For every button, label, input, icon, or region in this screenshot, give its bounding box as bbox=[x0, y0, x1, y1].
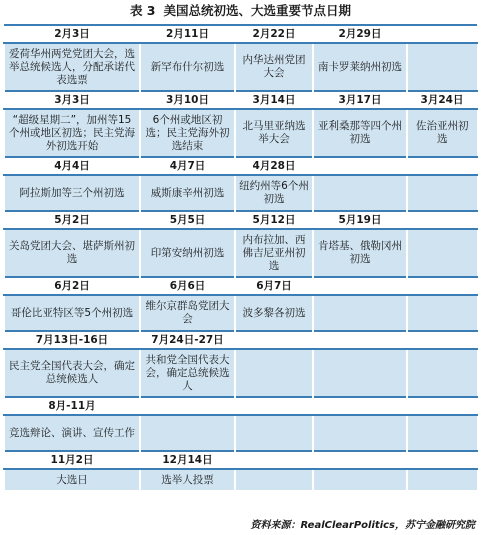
date-row bbox=[4, 397, 477, 415]
date-cell bbox=[140, 397, 235, 415]
event-row bbox=[4, 415, 477, 451]
event-row bbox=[4, 109, 477, 157]
event-cell: 北马里亚纳选举大会 bbox=[235, 109, 313, 157]
date-cell bbox=[235, 331, 313, 349]
event-cell bbox=[235, 415, 313, 451]
event-cell: 印第安纳州初选 bbox=[140, 229, 235, 277]
date-cell: 3月3日 bbox=[4, 91, 140, 109]
event-cell: 竞选辩论、演讲、宣传工作 bbox=[4, 415, 140, 451]
event-cell: 6个州或地区初选；民主党海外初选结束 bbox=[140, 109, 235, 157]
event-row bbox=[4, 175, 477, 211]
event-cell: 哥伦比亚特区等5个州初选 bbox=[4, 295, 140, 331]
date-cell bbox=[407, 25, 477, 43]
event-cell: 肯塔基、俄勒冈州初选 bbox=[313, 229, 407, 277]
date-cell bbox=[235, 397, 313, 415]
date-row bbox=[4, 451, 477, 469]
date-cell: 3月17日 bbox=[313, 91, 407, 109]
date-cell: 5月2日 bbox=[4, 211, 140, 229]
event-row bbox=[4, 349, 477, 397]
event-cell: 大选日 bbox=[4, 469, 140, 491]
date-cell bbox=[313, 331, 407, 349]
event-cell bbox=[407, 175, 477, 211]
date-row bbox=[4, 157, 477, 175]
event-cell bbox=[235, 349, 313, 397]
schedule-table bbox=[3, 24, 478, 491]
event-cell: 选举人投票 bbox=[140, 469, 235, 491]
date-cell bbox=[313, 157, 407, 175]
event-cell: 南卡罗莱纳州初选 bbox=[313, 43, 407, 91]
event-cell: 内华达州党团大会 bbox=[235, 43, 313, 91]
date-cell: 3月10日 bbox=[140, 91, 235, 109]
date-row bbox=[4, 211, 477, 229]
date-cell: 3月14日 bbox=[235, 91, 313, 109]
date-row bbox=[4, 25, 477, 43]
event-cell bbox=[407, 295, 477, 331]
event-row bbox=[4, 229, 477, 277]
event-cell bbox=[313, 175, 407, 211]
event-cell bbox=[313, 295, 407, 331]
date-cell: 8月-11月 bbox=[4, 397, 140, 415]
event-cell bbox=[140, 415, 235, 451]
date-cell bbox=[235, 451, 313, 469]
event-row bbox=[4, 43, 477, 91]
event-cell bbox=[313, 349, 407, 397]
event-cell: 威斯康辛州初选 bbox=[140, 175, 235, 211]
event-cell: 内布拉加、西佛吉尼亚州初选 bbox=[235, 229, 313, 277]
table-title bbox=[0, 0, 481, 22]
date-cell: 5月12日 bbox=[235, 211, 313, 229]
event-cell: 爱荷华州两党党团大会，选举总统候选人，分配承诺代表选票 bbox=[4, 43, 140, 91]
date-cell bbox=[407, 397, 477, 415]
table-number: 表 3 bbox=[129, 3, 156, 18]
date-cell bbox=[407, 157, 477, 175]
date-cell: 2月11日 bbox=[140, 25, 235, 43]
date-cell: 6月7日 bbox=[235, 277, 313, 295]
date-cell bbox=[407, 331, 477, 349]
event-cell: 维尔京群岛党团大会 bbox=[140, 295, 235, 331]
date-row bbox=[4, 277, 477, 295]
date-cell: 5月5日 bbox=[140, 211, 235, 229]
date-cell: 12月14日 bbox=[140, 451, 235, 469]
date-cell: 7月24日-27日 bbox=[140, 331, 235, 349]
date-cell: 6月2日 bbox=[4, 277, 140, 295]
date-cell: 2月22日 bbox=[235, 25, 313, 43]
event-cell bbox=[313, 469, 407, 491]
date-cell bbox=[313, 397, 407, 415]
event-cell: 共和党全国代表大会，确定总统候选人 bbox=[140, 349, 235, 397]
date-cell: 4月4日 bbox=[4, 157, 140, 175]
event-cell bbox=[407, 349, 477, 397]
event-cell: 新罕布什尔初选 bbox=[140, 43, 235, 91]
date-cell bbox=[407, 211, 477, 229]
event-cell bbox=[235, 469, 313, 491]
event-cell bbox=[407, 229, 477, 277]
date-cell: 7月13日-16日 bbox=[4, 331, 140, 349]
date-cell: 3月24日 bbox=[407, 91, 477, 109]
event-cell bbox=[407, 43, 477, 91]
event-cell: 波多黎各初选 bbox=[235, 295, 313, 331]
event-row bbox=[4, 295, 477, 331]
date-cell bbox=[313, 277, 407, 295]
date-cell: 6月6日 bbox=[140, 277, 235, 295]
event-cell: 关岛党团大会、堪萨斯州初选 bbox=[4, 229, 140, 277]
event-cell: 民主党全国代表大会，确定总统候选人 bbox=[4, 349, 140, 397]
date-cell bbox=[313, 451, 407, 469]
date-row bbox=[4, 331, 477, 349]
source-note: 资料来源：RealClearPolitics，苏宁金融研究院 bbox=[250, 520, 475, 531]
date-cell bbox=[407, 277, 477, 295]
date-cell bbox=[407, 451, 477, 469]
event-cell bbox=[313, 415, 407, 451]
date-cell: 4月7日 bbox=[140, 157, 235, 175]
date-cell: 11月2日 bbox=[4, 451, 140, 469]
date-cell: 2月29日 bbox=[313, 25, 407, 43]
event-cell: 阿拉斯加等三个州初选 bbox=[4, 175, 140, 211]
event-cell: 佐治亚州初选 bbox=[407, 109, 477, 157]
event-cell: “超级星期二”，加州等15个州或地区初选；民主党海外初选开始 bbox=[4, 109, 140, 157]
event-row bbox=[4, 469, 477, 491]
event-cell: 亚利桑那等四个州初选 bbox=[313, 109, 407, 157]
date-row bbox=[4, 91, 477, 109]
event-cell: 纽约州等6个州初选 bbox=[235, 175, 313, 211]
date-cell: 2月3日 bbox=[4, 25, 140, 43]
date-cell: 5月19日 bbox=[313, 211, 407, 229]
event-cell bbox=[407, 469, 477, 491]
event-cell bbox=[407, 415, 477, 451]
table-title-text: 美国总统初选、大选重要节点日期 bbox=[163, 3, 352, 18]
date-cell: 4月28日 bbox=[235, 157, 313, 175]
